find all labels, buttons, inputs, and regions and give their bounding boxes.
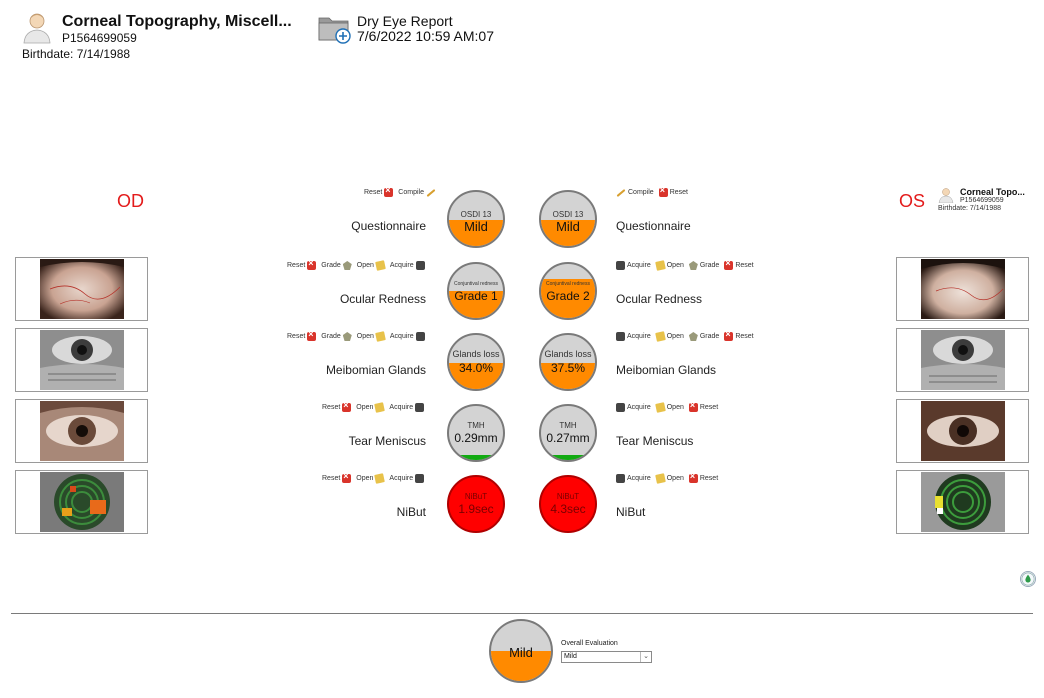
open-label: Open	[666, 333, 684, 340]
report-datetime: 7/6/2022 10:59 AM:07	[357, 28, 494, 44]
od-meibomian-photo	[40, 330, 124, 390]
report-folder-icon[interactable]	[318, 14, 352, 44]
os-patient-avatar-icon	[938, 187, 954, 203]
od-nibut-photo	[40, 472, 124, 532]
od-tear-meniscus-reset[interactable]	[322, 403, 351, 412]
reset-label: Reset	[699, 475, 719, 482]
grade-icon	[689, 261, 698, 270]
os-questionnaire-compile[interactable]	[616, 189, 654, 196]
camera-icon	[415, 403, 424, 412]
gauge-caption: Conjuntival redness	[454, 281, 498, 287]
reset-icon	[724, 261, 733, 270]
os-meibomian-reset[interactable]	[724, 332, 753, 341]
os-meibomian-grade[interactable]	[689, 332, 719, 341]
os-redness-gauge[interactable]	[539, 262, 597, 320]
gauge-value: Grade 2	[546, 289, 590, 303]
os-redness-open[interactable]	[656, 261, 684, 270]
reset-icon	[659, 188, 668, 197]
gauge-value: 0.27mm	[546, 431, 590, 445]
od-redness-image[interactable]	[15, 257, 148, 321]
gauge-value: 0.29mm	[454, 431, 498, 445]
od-redness-grade[interactable]	[321, 261, 351, 270]
overall-evaluation-gauge	[489, 619, 553, 683]
os-tear-meniscus-open[interactable]	[656, 403, 684, 412]
od-nibut-reset[interactable]	[322, 474, 351, 483]
reset-label: Reset	[322, 404, 341, 411]
os-tear-meniscus-image[interactable]	[896, 399, 1029, 463]
patient-id: P1564699059	[62, 31, 137, 45]
od-meibomian-label: Meibomian Glands	[325, 363, 426, 377]
acquire-label: Acquire	[627, 404, 651, 411]
open-label: Open	[356, 404, 374, 411]
reset-label: Reset	[669, 189, 688, 196]
refresh-icon[interactable]	[1020, 571, 1036, 587]
grade-label: Grade	[699, 262, 720, 269]
open-folder-icon	[655, 473, 666, 484]
gauge-caption: NiBuT	[556, 492, 580, 501]
open-label: Open	[666, 262, 684, 269]
os-nibut-photo	[921, 472, 1005, 532]
overall-evaluation-label: Overall Evaluation	[561, 640, 618, 647]
gauge-fill	[449, 455, 503, 460]
os-tear-meniscus-toolbar	[616, 403, 718, 412]
os-patient-name: Corneal Topo...	[960, 187, 1025, 197]
overall-gauge-value: Mild	[509, 645, 533, 660]
os-meibomian-open[interactable]	[656, 332, 684, 341]
patient-name: Corneal Topography, Miscell...	[62, 13, 292, 30]
gauge-caption: Conjuntival redness	[546, 281, 590, 287]
od-meibomian-reset[interactable]	[287, 332, 316, 341]
od-redness-photo	[40, 259, 124, 319]
reset-label: Reset	[735, 333, 754, 340]
reset-icon	[689, 474, 698, 483]
od-nibut-gauge[interactable]	[447, 475, 505, 533]
os-redness-grade[interactable]	[689, 261, 719, 270]
os-tear-meniscus-gauge[interactable]	[539, 404, 597, 462]
overall-evaluation-selected: Mild	[564, 653, 577, 660]
reset-icon	[724, 332, 733, 341]
grade-icon	[689, 332, 698, 341]
gauge-value: 34.0%	[458, 361, 494, 375]
reset-label: Reset	[287, 262, 306, 269]
os-patient-id: P1564699059	[960, 197, 1004, 204]
open-folder-icon	[655, 331, 666, 342]
od-nibut-label: NiBut	[396, 505, 426, 519]
acquire-label: Acquire	[389, 333, 414, 340]
os-nibut-reset[interactable]	[689, 474, 718, 483]
patient-birthdate: Birthdate: 7/14/1988	[22, 47, 131, 61]
gauge-value: Grade 1	[454, 289, 498, 303]
od-redness-label: Ocular Redness	[339, 292, 426, 306]
pencil-icon	[427, 189, 436, 197]
os-nibut-label: NiBut	[616, 505, 646, 519]
gauge-value: 1.9sec	[458, 502, 494, 516]
reset-label: Reset	[287, 333, 306, 340]
od-meibomian-open[interactable]	[357, 332, 385, 341]
gauge-caption: TMH	[467, 421, 485, 430]
os-redness-label: Ocular Redness	[616, 292, 703, 306]
os-meibomian-photo	[921, 330, 1005, 390]
acquire-label: Acquire	[389, 404, 414, 411]
report-title: Dry Eye Report	[357, 13, 453, 29]
gauge-caption: Glands loss	[544, 349, 592, 359]
pencil-icon	[617, 189, 626, 197]
open-folder-icon	[375, 260, 386, 271]
od-meibomian-grade[interactable]	[321, 332, 351, 341]
os-questionnaire-gauge[interactable]	[539, 190, 597, 248]
open-label: Open	[356, 333, 374, 340]
camera-icon	[616, 261, 625, 270]
reset-icon	[342, 474, 351, 483]
open-folder-icon	[375, 402, 386, 413]
od-questionnaire-reset[interactable]	[364, 188, 393, 197]
os-nibut-image[interactable]	[896, 470, 1029, 534]
acquire-label: Acquire	[627, 475, 651, 482]
od-questionnaire-gauge[interactable]	[447, 190, 505, 248]
overall-evaluation-select[interactable]	[561, 651, 652, 663]
od-questionnaire-label: Questionnaire	[351, 219, 426, 233]
open-label: Open	[666, 475, 684, 482]
acquire-label: Acquire	[627, 262, 651, 269]
reset-label: Reset	[735, 262, 754, 269]
od-tear-meniscus-photo	[40, 401, 124, 461]
od-nibut-image[interactable]	[15, 470, 148, 534]
camera-icon	[616, 474, 625, 483]
chevron-down-icon: ⌄	[640, 652, 651, 662]
od-meibomian-acquire[interactable]	[390, 332, 425, 341]
os-meibomian-image[interactable]	[896, 328, 1029, 392]
os-questionnaire-toolbar	[616, 188, 688, 197]
od-nibut-open[interactable]	[356, 474, 384, 483]
reset-icon	[342, 403, 351, 412]
reset-icon	[689, 403, 698, 412]
os-redness-toolbar	[616, 261, 754, 270]
reset-label: Reset	[322, 475, 341, 482]
acquire-label: Acquire	[389, 262, 414, 269]
os-redness-reset[interactable]	[724, 261, 753, 270]
grade-label: Grade	[321, 333, 341, 340]
gauge-fill	[541, 455, 595, 460]
od-redness-acquire[interactable]	[390, 261, 425, 270]
open-folder-icon	[655, 260, 666, 271]
open-label: Open	[666, 404, 684, 411]
os-nibut-open[interactable]	[656, 474, 684, 483]
os-patient-birthdate: Birthdate: 7/14/1988	[938, 205, 1002, 212]
open-label: Open	[356, 475, 374, 482]
gauge-caption: OSDI 13	[460, 210, 492, 219]
od-meibomian-toolbar	[287, 332, 425, 341]
od-meibomian-gauge[interactable]	[447, 333, 505, 391]
os-tear-meniscus-photo	[921, 401, 1005, 461]
gauge-value: 4.3sec	[550, 502, 586, 516]
reset-label: Reset	[364, 189, 383, 196]
gauge-value: 37.5%	[550, 361, 586, 375]
od-tear-meniscus-gauge[interactable]	[447, 404, 505, 462]
od-questionnaire-compile[interactable]	[398, 189, 436, 196]
camera-icon	[416, 332, 425, 341]
od-redness-open[interactable]	[357, 261, 385, 270]
os-meibomian-acquire[interactable]	[616, 332, 651, 341]
gauge-caption: TMH	[559, 421, 577, 430]
os-questionnaire-reset[interactable]	[659, 188, 688, 197]
os-redness-image[interactable]	[896, 257, 1029, 321]
grade-icon	[343, 332, 352, 341]
os-tear-meniscus-reset[interactable]	[689, 403, 718, 412]
compile-label: Compile	[628, 189, 654, 196]
reset-icon	[307, 261, 316, 270]
od-tear-meniscus-label: Tear Meniscus	[348, 434, 426, 448]
od-tear-meniscus-open[interactable]	[356, 403, 384, 412]
reset-label: Reset	[699, 404, 719, 411]
reset-icon	[307, 332, 316, 341]
od-questionnaire-toolbar	[364, 188, 436, 197]
od-nibut-acquire[interactable]	[389, 474, 424, 483]
od-redness-toolbar	[287, 261, 425, 270]
open-folder-icon	[375, 331, 386, 342]
os-tear-meniscus-label: Tear Meniscus	[616, 434, 694, 448]
os-nibut-acquire[interactable]	[616, 474, 651, 483]
od-nibut-toolbar	[322, 474, 424, 483]
os-nibut-toolbar	[616, 474, 718, 483]
os-meibomian-toolbar	[616, 332, 754, 341]
compile-label: Compile	[398, 189, 424, 196]
od-meibomian-image[interactable]	[15, 328, 148, 392]
os-meibomian-gauge[interactable]	[539, 333, 597, 391]
camera-icon	[616, 332, 625, 341]
os-tear-meniscus-acquire[interactable]	[616, 403, 651, 412]
od-redness-gauge[interactable]	[447, 262, 505, 320]
gauge-value: Mild	[464, 219, 488, 234]
os-redness-acquire[interactable]	[616, 261, 651, 270]
gauge-caption: Glands loss	[452, 349, 500, 359]
open-label: Open	[356, 262, 374, 269]
od-redness-reset[interactable]	[287, 261, 316, 270]
od-label: OD	[117, 191, 144, 211]
reset-icon	[384, 188, 393, 197]
grade-label: Grade	[321, 262, 341, 269]
camera-icon	[616, 403, 625, 412]
od-tear-meniscus-image[interactable]	[15, 399, 148, 463]
footer-divider	[11, 613, 1033, 614]
camera-icon	[415, 474, 424, 483]
patient-avatar-icon	[22, 12, 52, 44]
open-folder-icon	[655, 402, 666, 413]
gauge-caption: OSDI 13	[552, 210, 584, 219]
os-redness-photo	[921, 259, 1005, 319]
os-meibomian-label: Meibomian Glands	[616, 363, 717, 377]
grade-label: Grade	[699, 333, 720, 340]
grade-icon	[343, 261, 352, 270]
os-nibut-gauge[interactable]	[539, 475, 597, 533]
os-questionnaire-label: Questionnaire	[616, 219, 691, 233]
gauge-caption: NiBuT	[464, 492, 488, 501]
open-folder-icon	[375, 473, 386, 484]
acquire-label: Acquire	[627, 333, 651, 340]
acquire-label: Acquire	[389, 475, 414, 482]
gauge-value: Mild	[556, 219, 580, 234]
od-tear-meniscus-toolbar	[322, 403, 424, 412]
os-label: OS	[899, 191, 926, 211]
od-tear-meniscus-acquire[interactable]	[389, 403, 424, 412]
camera-icon	[416, 261, 425, 270]
